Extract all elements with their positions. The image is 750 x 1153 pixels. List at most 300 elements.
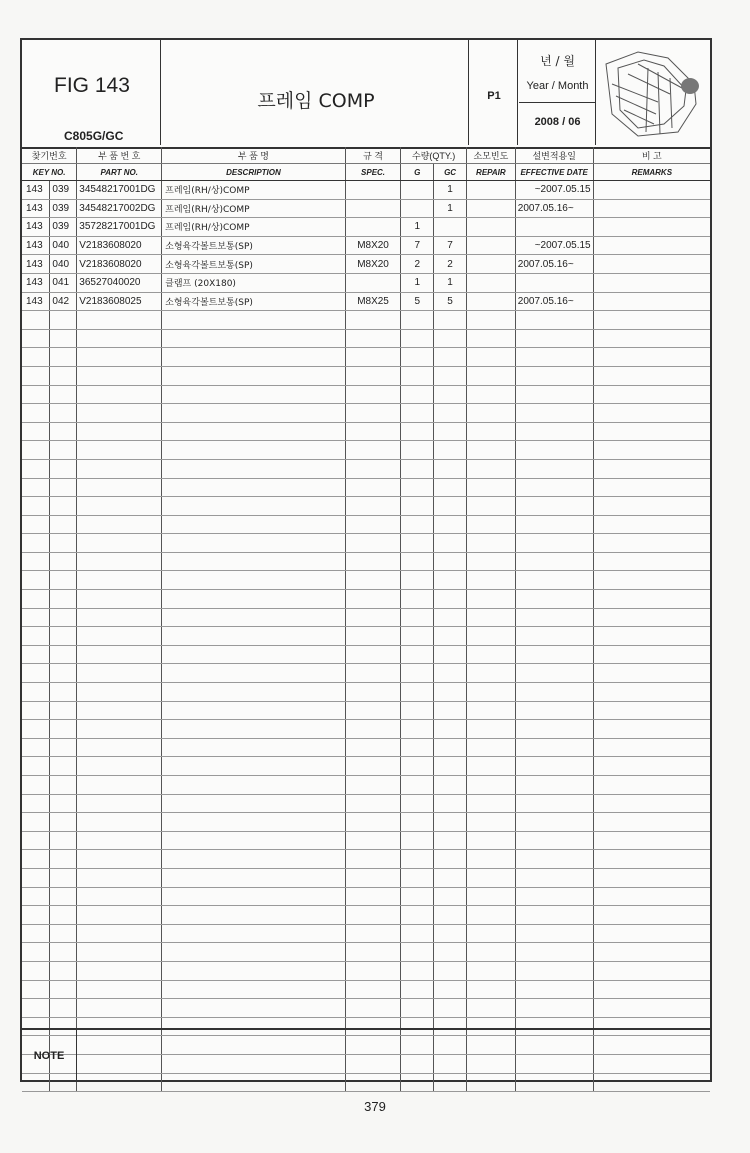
col-desc-ko: 부 품 명	[162, 147, 346, 164]
part-number-cell	[77, 776, 162, 795]
table-row	[22, 943, 710, 962]
effective-date-cell	[515, 906, 593, 925]
col-key-en: KEY NO.	[22, 164, 77, 181]
key-number-cell	[22, 645, 50, 664]
spec-cell	[345, 571, 401, 590]
col-gc-en: GC	[434, 164, 467, 181]
remarks-cell	[593, 943, 710, 962]
qty-gc-cell	[434, 664, 467, 683]
part-description-cell	[162, 348, 346, 367]
effective-date-cell	[515, 999, 593, 1018]
qty-gc-cell	[434, 627, 467, 646]
key-number-cell	[22, 478, 50, 497]
repair-frequency-cell	[466, 627, 515, 646]
qty-g-cell	[401, 794, 434, 813]
remarks-cell	[593, 236, 710, 255]
parts-sheet	[20, 38, 712, 1082]
part-number-cell	[77, 887, 162, 906]
part-number-cell	[77, 683, 162, 702]
qty-g-cell	[401, 664, 434, 683]
key-number-cell	[22, 534, 50, 553]
col-part-ko: 부 품 번 호	[77, 147, 162, 164]
table-row	[22, 497, 710, 516]
qty-g-cell	[401, 348, 434, 367]
part-number-cell	[77, 311, 162, 330]
repair-frequency-cell	[466, 906, 515, 925]
col-date-en: EFFECTIVE DATE	[515, 164, 593, 181]
qty-gc-cell	[434, 738, 467, 757]
qty-gc-cell	[434, 906, 467, 925]
spec-cell	[345, 999, 401, 1018]
qty-g-cell	[401, 645, 434, 664]
repair-frequency-cell	[466, 515, 515, 534]
part-description-cell: 프레임(RH/상)COMP	[162, 181, 346, 200]
effective-date-cell	[515, 608, 593, 627]
remarks-cell	[593, 757, 710, 776]
key-number-cell	[22, 738, 50, 757]
remarks-cell	[593, 329, 710, 348]
repair-frequency-cell	[466, 497, 515, 516]
remarks-cell	[593, 348, 710, 367]
qty-gc-cell	[434, 329, 467, 348]
repair-frequency-cell	[466, 534, 515, 553]
part-number-cell	[77, 515, 162, 534]
remarks-cell	[593, 813, 710, 832]
page-title: 프레임 COMP	[257, 90, 375, 112]
key-subnumber-cell	[50, 757, 77, 776]
spec-cell	[345, 720, 401, 739]
repair-frequency-cell	[466, 478, 515, 497]
year-month-label-ko: 년 / 월	[540, 54, 575, 68]
effective-date-cell	[515, 961, 593, 980]
table-row	[22, 776, 710, 795]
note-section	[22, 1028, 710, 1082]
qty-g-cell	[401, 459, 434, 478]
table-row	[22, 627, 710, 646]
remarks-cell	[593, 868, 710, 887]
table-row	[22, 552, 710, 571]
spec-cell	[345, 608, 401, 627]
key-number-cell	[22, 943, 50, 962]
key-subnumber-cell	[50, 980, 77, 999]
col-remarks-en: REMARKS	[593, 164, 710, 181]
table-row	[22, 236, 710, 255]
key-subnumber-cell	[50, 515, 77, 534]
qty-g-cell	[401, 720, 434, 739]
part-number-cell	[77, 813, 162, 832]
qty-gc-cell	[434, 608, 467, 627]
spec-cell	[345, 738, 401, 757]
part-number-cell	[77, 627, 162, 646]
part-description-cell	[162, 720, 346, 739]
key-subnumber-cell	[50, 348, 77, 367]
key-number-cell	[22, 497, 50, 516]
repair-frequency-cell	[466, 441, 515, 460]
remarks-cell	[593, 831, 710, 850]
col-repair-ko: 소모빈도	[466, 147, 515, 164]
effective-date-cell	[515, 645, 593, 664]
repair-frequency-cell	[466, 385, 515, 404]
qty-gc-cell	[434, 813, 467, 832]
qty-gc-cell: 2	[434, 255, 467, 274]
part-description-cell	[162, 497, 346, 516]
spec-cell	[345, 868, 401, 887]
col-g-en: G	[401, 164, 434, 181]
spec-cell	[345, 199, 401, 218]
table-row	[22, 980, 710, 999]
key-number-cell	[22, 404, 50, 423]
key-number-cell	[22, 571, 50, 590]
effective-date-cell	[515, 943, 593, 962]
remarks-cell	[593, 478, 710, 497]
qty-gc-cell	[434, 924, 467, 943]
repair-frequency-cell	[466, 701, 515, 720]
key-number-cell: 143	[22, 218, 50, 237]
repair-frequency-cell	[466, 924, 515, 943]
key-subnumber-cell	[50, 794, 77, 813]
key-subnumber-cell: 041	[50, 273, 77, 292]
part-description-cell	[162, 738, 346, 757]
table-row	[22, 850, 710, 869]
part-description-cell	[162, 664, 346, 683]
part-number-cell	[77, 738, 162, 757]
key-number-cell	[22, 366, 50, 385]
remarks-cell	[593, 980, 710, 999]
remarks-cell	[593, 255, 710, 274]
key-subnumber-cell	[50, 590, 77, 609]
key-subnumber-cell	[50, 999, 77, 1018]
part-description-cell	[162, 961, 346, 980]
qty-gc-cell	[434, 776, 467, 795]
part-number-cell	[77, 385, 162, 404]
part-description-cell	[162, 441, 346, 460]
part-description-cell	[162, 813, 346, 832]
effective-date-cell	[515, 571, 593, 590]
spec-cell	[345, 645, 401, 664]
spec-cell	[345, 590, 401, 609]
key-subnumber-cell	[50, 497, 77, 516]
spec-cell	[345, 831, 401, 850]
qty-gc-cell	[434, 459, 467, 478]
part-number-cell	[77, 701, 162, 720]
effective-date-cell	[515, 887, 593, 906]
part-number-cell	[77, 757, 162, 776]
spec-cell	[345, 943, 401, 962]
repair-frequency-cell	[466, 218, 515, 237]
key-subnumber-cell	[50, 627, 77, 646]
part-number-cell	[77, 850, 162, 869]
qty-g-cell: 1	[401, 218, 434, 237]
part-description-cell	[162, 608, 346, 627]
table-row	[22, 813, 710, 832]
remarks-cell	[593, 906, 710, 925]
effective-date-cell	[515, 924, 593, 943]
table-row	[22, 199, 710, 218]
part-description-cell	[162, 980, 346, 999]
part-number-cell	[77, 980, 162, 999]
repair-frequency-cell	[466, 571, 515, 590]
remarks-cell	[593, 887, 710, 906]
spec-cell	[345, 329, 401, 348]
qty-g-cell	[401, 831, 434, 850]
key-subnumber-cell	[50, 311, 77, 330]
effective-date-cell	[515, 757, 593, 776]
part-description-cell	[162, 385, 346, 404]
table-row	[22, 571, 710, 590]
table-row	[22, 720, 710, 739]
key-subnumber-cell	[50, 422, 77, 441]
spec-cell	[345, 813, 401, 832]
remarks-cell	[593, 534, 710, 553]
part-number-cell	[77, 943, 162, 962]
effective-date-cell	[515, 459, 593, 478]
repair-frequency-cell	[466, 459, 515, 478]
effective-date-cell	[515, 738, 593, 757]
part-description-cell: 프레임(RH/상)COMP	[162, 218, 346, 237]
qty-g-cell	[401, 497, 434, 516]
qty-g-cell: 7	[401, 236, 434, 255]
key-number-cell	[22, 515, 50, 534]
qty-gc-cell	[434, 701, 467, 720]
table-row	[22, 441, 710, 460]
table-row	[22, 478, 710, 497]
qty-gc-cell	[434, 366, 467, 385]
part-number-cell: 34548217001DG	[77, 181, 162, 200]
key-subnumber-cell	[50, 329, 77, 348]
part-number-cell	[77, 645, 162, 664]
qty-gc-cell	[434, 794, 467, 813]
table-row	[22, 924, 710, 943]
qty-g-cell	[401, 608, 434, 627]
key-number-cell	[22, 683, 50, 702]
key-number-cell	[22, 311, 50, 330]
part-description-cell	[162, 590, 346, 609]
key-number-cell	[22, 627, 50, 646]
repair-frequency-cell	[466, 608, 515, 627]
part-description-cell	[162, 943, 346, 962]
part-description-cell	[162, 887, 346, 906]
key-number-cell	[22, 868, 50, 887]
effective-date-cell	[515, 441, 593, 460]
key-number-cell: 143	[22, 255, 50, 274]
qty-g-cell	[401, 701, 434, 720]
spec-cell	[345, 515, 401, 534]
key-subnumber-cell	[50, 683, 77, 702]
remarks-cell	[593, 571, 710, 590]
table-row	[22, 292, 710, 311]
spec-cell	[345, 181, 401, 200]
part-description-cell	[162, 794, 346, 813]
key-number-cell	[22, 385, 50, 404]
qty-gc-cell	[434, 757, 467, 776]
key-number-cell	[22, 906, 50, 925]
repair-frequency-cell	[466, 664, 515, 683]
qty-gc-cell	[434, 385, 467, 404]
part-number-cell	[77, 404, 162, 423]
parts-table	[22, 147, 710, 1092]
repair-frequency-cell	[466, 794, 515, 813]
repair-frequency-cell	[466, 590, 515, 609]
key-subnumber-cell	[50, 385, 77, 404]
key-number-cell	[22, 664, 50, 683]
effective-date-cell	[515, 794, 593, 813]
machine-thumbnail-icon	[598, 44, 708, 142]
effective-date-cell	[515, 497, 593, 516]
part-number-cell	[77, 664, 162, 683]
table-row	[22, 757, 710, 776]
part-description-cell	[162, 422, 346, 441]
key-number-cell	[22, 999, 50, 1018]
part-description-cell: 소형육각볼트보통(SP)	[162, 236, 346, 255]
spec-cell	[345, 366, 401, 385]
key-number-cell	[22, 924, 50, 943]
spec-cell	[345, 534, 401, 553]
part-number-cell	[77, 608, 162, 627]
table-row	[22, 459, 710, 478]
qty-g-cell	[401, 311, 434, 330]
spec-cell	[345, 348, 401, 367]
part-number-cell	[77, 366, 162, 385]
part-description-cell	[162, 459, 346, 478]
qty-gc-cell	[434, 404, 467, 423]
key-number-cell	[22, 813, 50, 832]
key-number-cell	[22, 794, 50, 813]
col-date-ko: 설변적용일	[515, 147, 593, 164]
spec-cell	[345, 311, 401, 330]
part-number-cell	[77, 999, 162, 1018]
key-number-cell: 143	[22, 181, 50, 200]
remarks-cell	[593, 199, 710, 218]
part-description-cell	[162, 329, 346, 348]
part-description-cell	[162, 515, 346, 534]
qty-g-cell	[401, 961, 434, 980]
part-number-cell	[77, 794, 162, 813]
remarks-cell	[593, 738, 710, 757]
qty-gc-cell: 1	[434, 199, 467, 218]
part-description-cell	[162, 645, 346, 664]
spec-cell	[345, 441, 401, 460]
part-number-cell	[77, 329, 162, 348]
repair-frequency-cell	[466, 645, 515, 664]
key-subnumber-cell: 042	[50, 292, 77, 311]
qty-gc-cell	[434, 478, 467, 497]
spec-cell	[345, 385, 401, 404]
table-row	[22, 515, 710, 534]
qty-g-cell	[401, 422, 434, 441]
note-label: NOTE	[22, 1030, 77, 1082]
part-number-cell	[77, 348, 162, 367]
table-row	[22, 590, 710, 609]
key-subnumber-cell	[50, 459, 77, 478]
repair-frequency-cell	[466, 831, 515, 850]
table-row	[22, 273, 710, 292]
table-row	[22, 311, 710, 330]
spec-cell	[345, 478, 401, 497]
part-number-cell	[77, 571, 162, 590]
key-number-cell	[22, 552, 50, 571]
table-row	[22, 608, 710, 627]
year-month-value: 2008 / 06	[534, 116, 581, 128]
repair-frequency-cell	[466, 980, 515, 999]
effective-date-cell	[515, 348, 593, 367]
key-number-cell	[22, 441, 50, 460]
key-number-cell	[22, 422, 50, 441]
remarks-cell	[593, 218, 710, 237]
table-row	[22, 831, 710, 850]
spec-cell	[345, 776, 401, 795]
qty-gc-cell: 1	[434, 273, 467, 292]
qty-g-cell	[401, 980, 434, 999]
spec-cell	[345, 422, 401, 441]
part-number-cell	[77, 422, 162, 441]
repair-frequency-cell	[466, 422, 515, 441]
repair-frequency-cell	[466, 757, 515, 776]
qty-g-cell	[401, 683, 434, 702]
parts-table-body	[22, 181, 710, 1092]
effective-date-cell	[515, 385, 593, 404]
spec-cell	[345, 404, 401, 423]
qty-g-cell: 2	[401, 255, 434, 274]
key-subnumber-cell	[50, 831, 77, 850]
spec-cell: M8X25	[345, 292, 401, 311]
key-number-cell	[22, 831, 50, 850]
part-number-cell	[77, 906, 162, 925]
spec-cell	[345, 850, 401, 869]
repair-frequency-cell	[466, 348, 515, 367]
spec-cell	[345, 924, 401, 943]
spec-cell	[345, 980, 401, 999]
spec-cell	[345, 627, 401, 646]
repair-frequency-cell	[466, 181, 515, 200]
qty-g-cell	[401, 757, 434, 776]
key-subnumber-cell: 040	[50, 255, 77, 274]
remarks-cell	[593, 850, 710, 869]
key-subnumber-cell	[50, 701, 77, 720]
key-number-cell: 143	[22, 236, 50, 255]
table-row	[22, 961, 710, 980]
qty-g-cell	[401, 887, 434, 906]
remarks-cell	[593, 608, 710, 627]
key-number-cell	[22, 720, 50, 739]
col-qty-ko: 수량(QTY.)	[401, 147, 467, 164]
qty-gc-cell	[434, 645, 467, 664]
key-subnumber-cell	[50, 534, 77, 553]
qty-g-cell	[401, 515, 434, 534]
part-description-cell: 소형육각볼트보통(SP)	[162, 292, 346, 311]
spec-cell	[345, 273, 401, 292]
repair-frequency-cell	[466, 199, 515, 218]
qty-gc-cell	[434, 980, 467, 999]
spec-cell	[345, 683, 401, 702]
repair-frequency-cell	[466, 552, 515, 571]
qty-gc-cell: 1	[434, 181, 467, 200]
part-description-cell	[162, 478, 346, 497]
repair-frequency-cell	[466, 292, 515, 311]
key-subnumber-cell	[50, 738, 77, 757]
repair-frequency-cell	[466, 850, 515, 869]
part-description-cell	[162, 850, 346, 869]
remarks-cell	[593, 924, 710, 943]
key-subnumber-cell	[50, 906, 77, 925]
key-subnumber-cell	[50, 924, 77, 943]
spec-cell: M8X20	[345, 236, 401, 255]
key-subnumber-cell	[50, 645, 77, 664]
qty-g-cell	[401, 868, 434, 887]
repair-frequency-cell	[466, 887, 515, 906]
table-row	[22, 999, 710, 1018]
col-remarks-ko: 비 고	[593, 147, 710, 164]
key-number-cell	[22, 590, 50, 609]
